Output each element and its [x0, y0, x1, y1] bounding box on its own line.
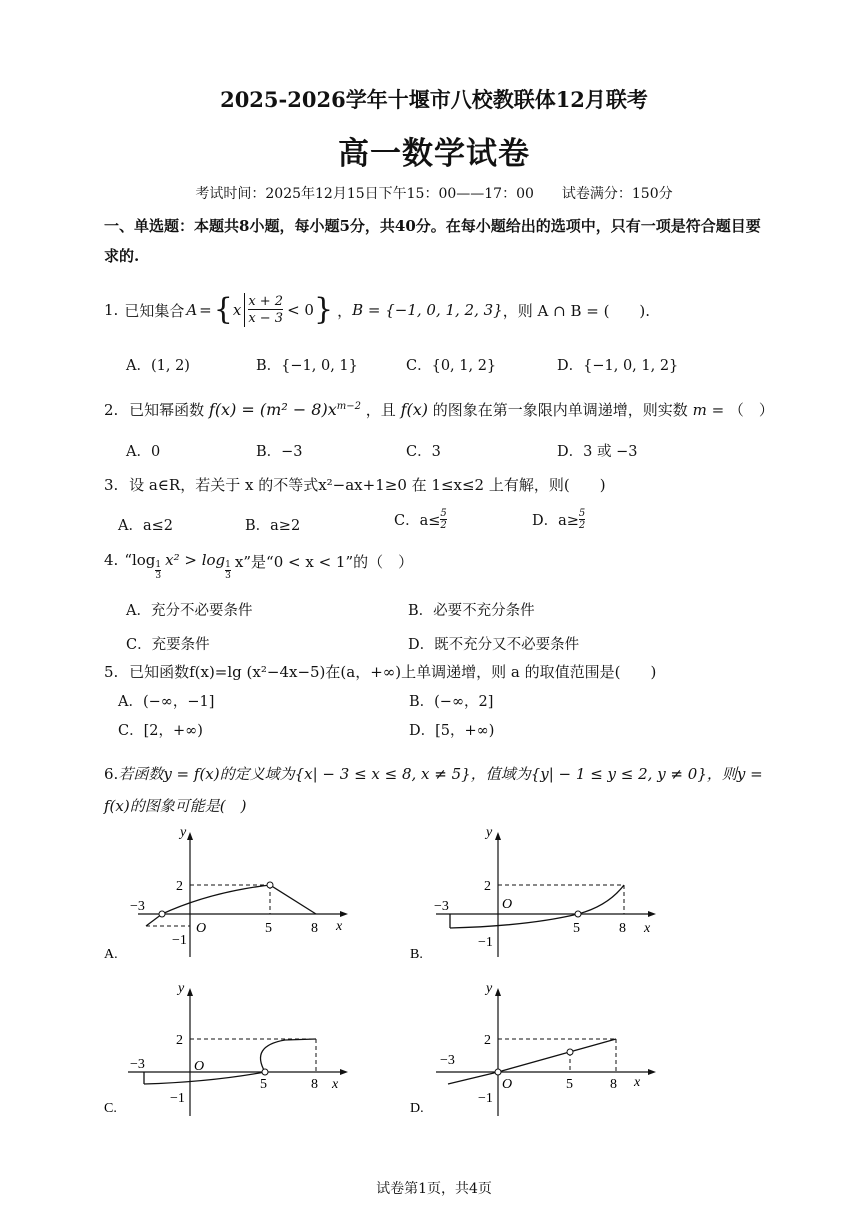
- q6-number: 6.: [104, 765, 119, 783]
- q2-option-b: B．−3: [256, 444, 303, 460]
- q3-option-c-frac: [440, 508, 446, 531]
- question-5: [104, 661, 656, 682]
- q4-base-1: [155, 560, 161, 581]
- q5-number: 5.: [104, 663, 119, 681]
- graph-d-origin: O: [502, 1077, 513, 1092]
- graph-a-neg1: −1: [172, 933, 187, 948]
- q2-number: 2.: [104, 401, 119, 419]
- q5-text: 已知函数f(x)=lg (x²−4x−5)在(a，+∞)上单调递增，则 a 的取值范围是( ): [129, 663, 657, 681]
- graph-d-line: [498, 1039, 616, 1072]
- q5-option-c: C．[2，+∞): [118, 723, 203, 739]
- graph-c-lower-curve: [144, 1072, 265, 1084]
- graph-c-y-arrow: [187, 988, 193, 996]
- graph-d-open-point: [567, 1049, 573, 1055]
- q4-number: 4.: [104, 551, 119, 569]
- graph-a-label: A.: [104, 947, 118, 962]
- q4-base1-num: 1: [155, 560, 162, 570]
- q1-option-b: B．{−1, 0, 1}: [256, 358, 358, 374]
- q4-base2-num: 1: [225, 560, 231, 570]
- q1-pre: 已知集合: [124, 301, 185, 320]
- graph-d-open-origin: [495, 1069, 501, 1075]
- q4-base1-den: 3: [155, 571, 162, 581]
- q1-right-brace: }: [313, 292, 334, 327]
- graph-a-y-arrow: [187, 832, 193, 840]
- graph-b-neg1: −1: [478, 935, 493, 950]
- q3-option-a: A．a≤2: [118, 518, 173, 534]
- question-1: 1. 已知集合 A = { x $\frac{x + 2}{x - 3}$ < 0 } ， B = {−1, 0, 1, 2, 3} ，则 A ∩ B = ( ).: [104, 292, 651, 327]
- graph-a-neg3: −3: [130, 899, 145, 914]
- graph-a-open-point-1: [159, 911, 165, 917]
- q2-option-a: A．0: [126, 444, 161, 460]
- graph-a-eight: 8: [311, 921, 318, 936]
- graph-c-neg3: −3: [130, 1057, 145, 1072]
- graph-d-two: 2: [484, 1033, 491, 1048]
- q1-setA-name: A: [186, 301, 198, 319]
- graph-c-five: 5: [260, 1077, 267, 1092]
- graph-a-segment: [270, 885, 316, 914]
- graph-c-neg1: −1: [170, 1091, 185, 1106]
- graph-d-five: 5: [566, 1077, 573, 1092]
- q2-option-c: C．3: [406, 444, 441, 460]
- exam-subtitle: 高一数学试卷: [338, 136, 530, 172]
- graph-b-five: 5: [573, 921, 580, 936]
- q1-frac-den: x − 3: [248, 311, 284, 326]
- q3-option-d-frac: [579, 508, 585, 531]
- q3-option-b: B．a≥2: [245, 518, 301, 534]
- graph-b-y-label: y: [486, 825, 493, 840]
- q4-option-a: A．充分不必要条件: [126, 603, 253, 619]
- question-3: [104, 474, 606, 495]
- question-2: [104, 399, 774, 420]
- q1-frac-num: x + 2: [248, 294, 284, 309]
- q5-option-d: D．[5，+∞): [409, 723, 495, 739]
- graph-b-x-label: x: [644, 921, 651, 936]
- graph-a-two: 2: [176, 879, 183, 894]
- graph-c: [100, 976, 370, 1121]
- q2-text-a: 已知幂函数: [129, 401, 205, 419]
- q3-option-d-label: D．a≥: [532, 513, 579, 529]
- q4-option-d: D．既不充分又不必要条件: [408, 637, 580, 653]
- graph-d-eight: 8: [610, 1077, 617, 1092]
- graph-b-two: 2: [484, 879, 491, 894]
- graph-a-x-label: x: [336, 919, 343, 934]
- graph-c-two: 2: [176, 1033, 183, 1048]
- q3-d-num: 5: [578, 508, 586, 519]
- q2-text-b: ，且: [365, 401, 396, 419]
- graph-d-y-arrow: [495, 988, 501, 996]
- graph-d-x-label: x: [634, 1075, 641, 1090]
- q1-left-brace: {: [213, 292, 233, 327]
- q5-option-a: A．(−∞，−1]: [118, 694, 215, 710]
- graph-b: [408, 822, 678, 962]
- graph-d-y-label: y: [486, 981, 493, 996]
- q1-option-d: D．{−1, 0, 1, 2}: [557, 358, 679, 374]
- q1-option-c: C．{0, 1, 2}: [406, 358, 497, 374]
- q3-option-c: [394, 508, 447, 531]
- graph-c-y-label: y: [178, 981, 185, 996]
- graph-d-x-arrow: [648, 1069, 656, 1075]
- page-footer: 试卷第1页，共4页: [376, 1181, 492, 1197]
- q3-text: 设 a∈R，若关于 x 的不等式x²−ax+1≥0 在 1≤x≤2 上有解，则( ): [129, 476, 606, 494]
- q3-number: 3.: [104, 476, 119, 494]
- q3-option-c-label: C．a≤: [394, 513, 441, 529]
- graph-b-origin: O: [502, 897, 513, 912]
- graph-a-curve: [146, 885, 270, 926]
- q1-fraction: [248, 294, 283, 326]
- q3-option-d: [532, 508, 585, 531]
- graph-b-label: B.: [410, 947, 423, 962]
- q3-c-den: 2: [440, 520, 447, 531]
- q4-open: “log: [124, 551, 156, 569]
- graph-d: [408, 976, 678, 1121]
- graph-c-eight: 8: [311, 1077, 318, 1092]
- graph-d-label: D.: [410, 1101, 424, 1116]
- q1-post: ，则 A ∩ B = ( ).: [502, 301, 651, 320]
- exam-info: 考试时间：2025年12月15日下午15：00——17：00 试卷满分：150分: [195, 186, 673, 202]
- graph-a-five: 5: [265, 921, 272, 936]
- graph-b-y-arrow: [495, 832, 501, 840]
- graph-b-open-point: [575, 911, 581, 917]
- graph-c-origin: O: [194, 1059, 205, 1074]
- q2-func: f(x) = (m² − 8)x: [208, 400, 337, 419]
- q5-option-b: B．(−∞，2]: [409, 694, 494, 710]
- q6-text: 若函数y = f(x)的定义域为{x| − 3 ≤ x ≤ 8, x ≠ 5}，值域为{y| − 1 ≤ y ≤ 2, y ≠ 0}，则y = f(x)的图象可能是( ): [104, 765, 763, 815]
- graph-d-left-segment: [448, 1072, 498, 1084]
- graph-a-x-arrow: [340, 911, 348, 917]
- graph-c-x-label: x: [332, 1077, 339, 1092]
- question-4: [104, 551, 413, 581]
- q4-option-c: C．充要条件: [126, 637, 210, 653]
- graph-c-x-arrow: [340, 1069, 348, 1075]
- q2-var: m =: [692, 401, 725, 419]
- q2-text-c: 的图象在第一象限内单调递增，则实数: [432, 401, 688, 419]
- graph-d-neg3: −3: [440, 1053, 455, 1068]
- q2-fx: f(x): [400, 400, 428, 419]
- graph-a-origin: O: [196, 921, 207, 936]
- q4-part2: x”是“0 < x < 1”的（ ）: [234, 553, 414, 571]
- q3-d-den: 2: [578, 520, 586, 531]
- q1-option-a: A．(1, 2): [126, 358, 190, 374]
- q2-bracket: （ ）: [728, 401, 774, 419]
- graph-c-open-point: [262, 1069, 268, 1075]
- q2-exp: m−2: [336, 401, 361, 412]
- graph-b-x-arrow: [648, 911, 656, 917]
- q4-option-b: B．必要不充分条件: [408, 603, 535, 619]
- graph-d-neg1: −1: [478, 1091, 493, 1106]
- graph-b-eight: 8: [619, 921, 626, 936]
- q1-number: 1.: [104, 301, 119, 319]
- graph-b-neg3: −3: [434, 899, 449, 914]
- section-heading: 一、单选题：本题共8小题，每小题5分，共40分。在每小题给出的选项中，只有一项是符合题目要求的.: [104, 217, 761, 265]
- question-6: [104, 758, 776, 822]
- q1-setB: B = {−1, 0, 1, 2, 3}: [352, 301, 503, 319]
- q4-base-2: [225, 560, 231, 581]
- graph-a-open-point-2: [267, 882, 273, 888]
- graph-a: [100, 822, 370, 962]
- graph-b-curve: [450, 885, 624, 928]
- exam-title: 2025-2026学年十堰市八校教联体12月联考: [220, 87, 648, 112]
- q3-c-num: 5: [440, 508, 447, 519]
- q2-option-d: D．3 或 −3: [557, 444, 638, 460]
- q1-cond: < 0: [287, 301, 314, 319]
- graph-c-label: C.: [104, 1101, 117, 1116]
- graph-c-upper-curve: [261, 1039, 317, 1072]
- q4-base2-den: 3: [225, 571, 231, 581]
- q4-part1: x² > log: [165, 551, 226, 569]
- q1-set-bar: [244, 293, 245, 327]
- graph-a-y-label: y: [180, 825, 187, 840]
